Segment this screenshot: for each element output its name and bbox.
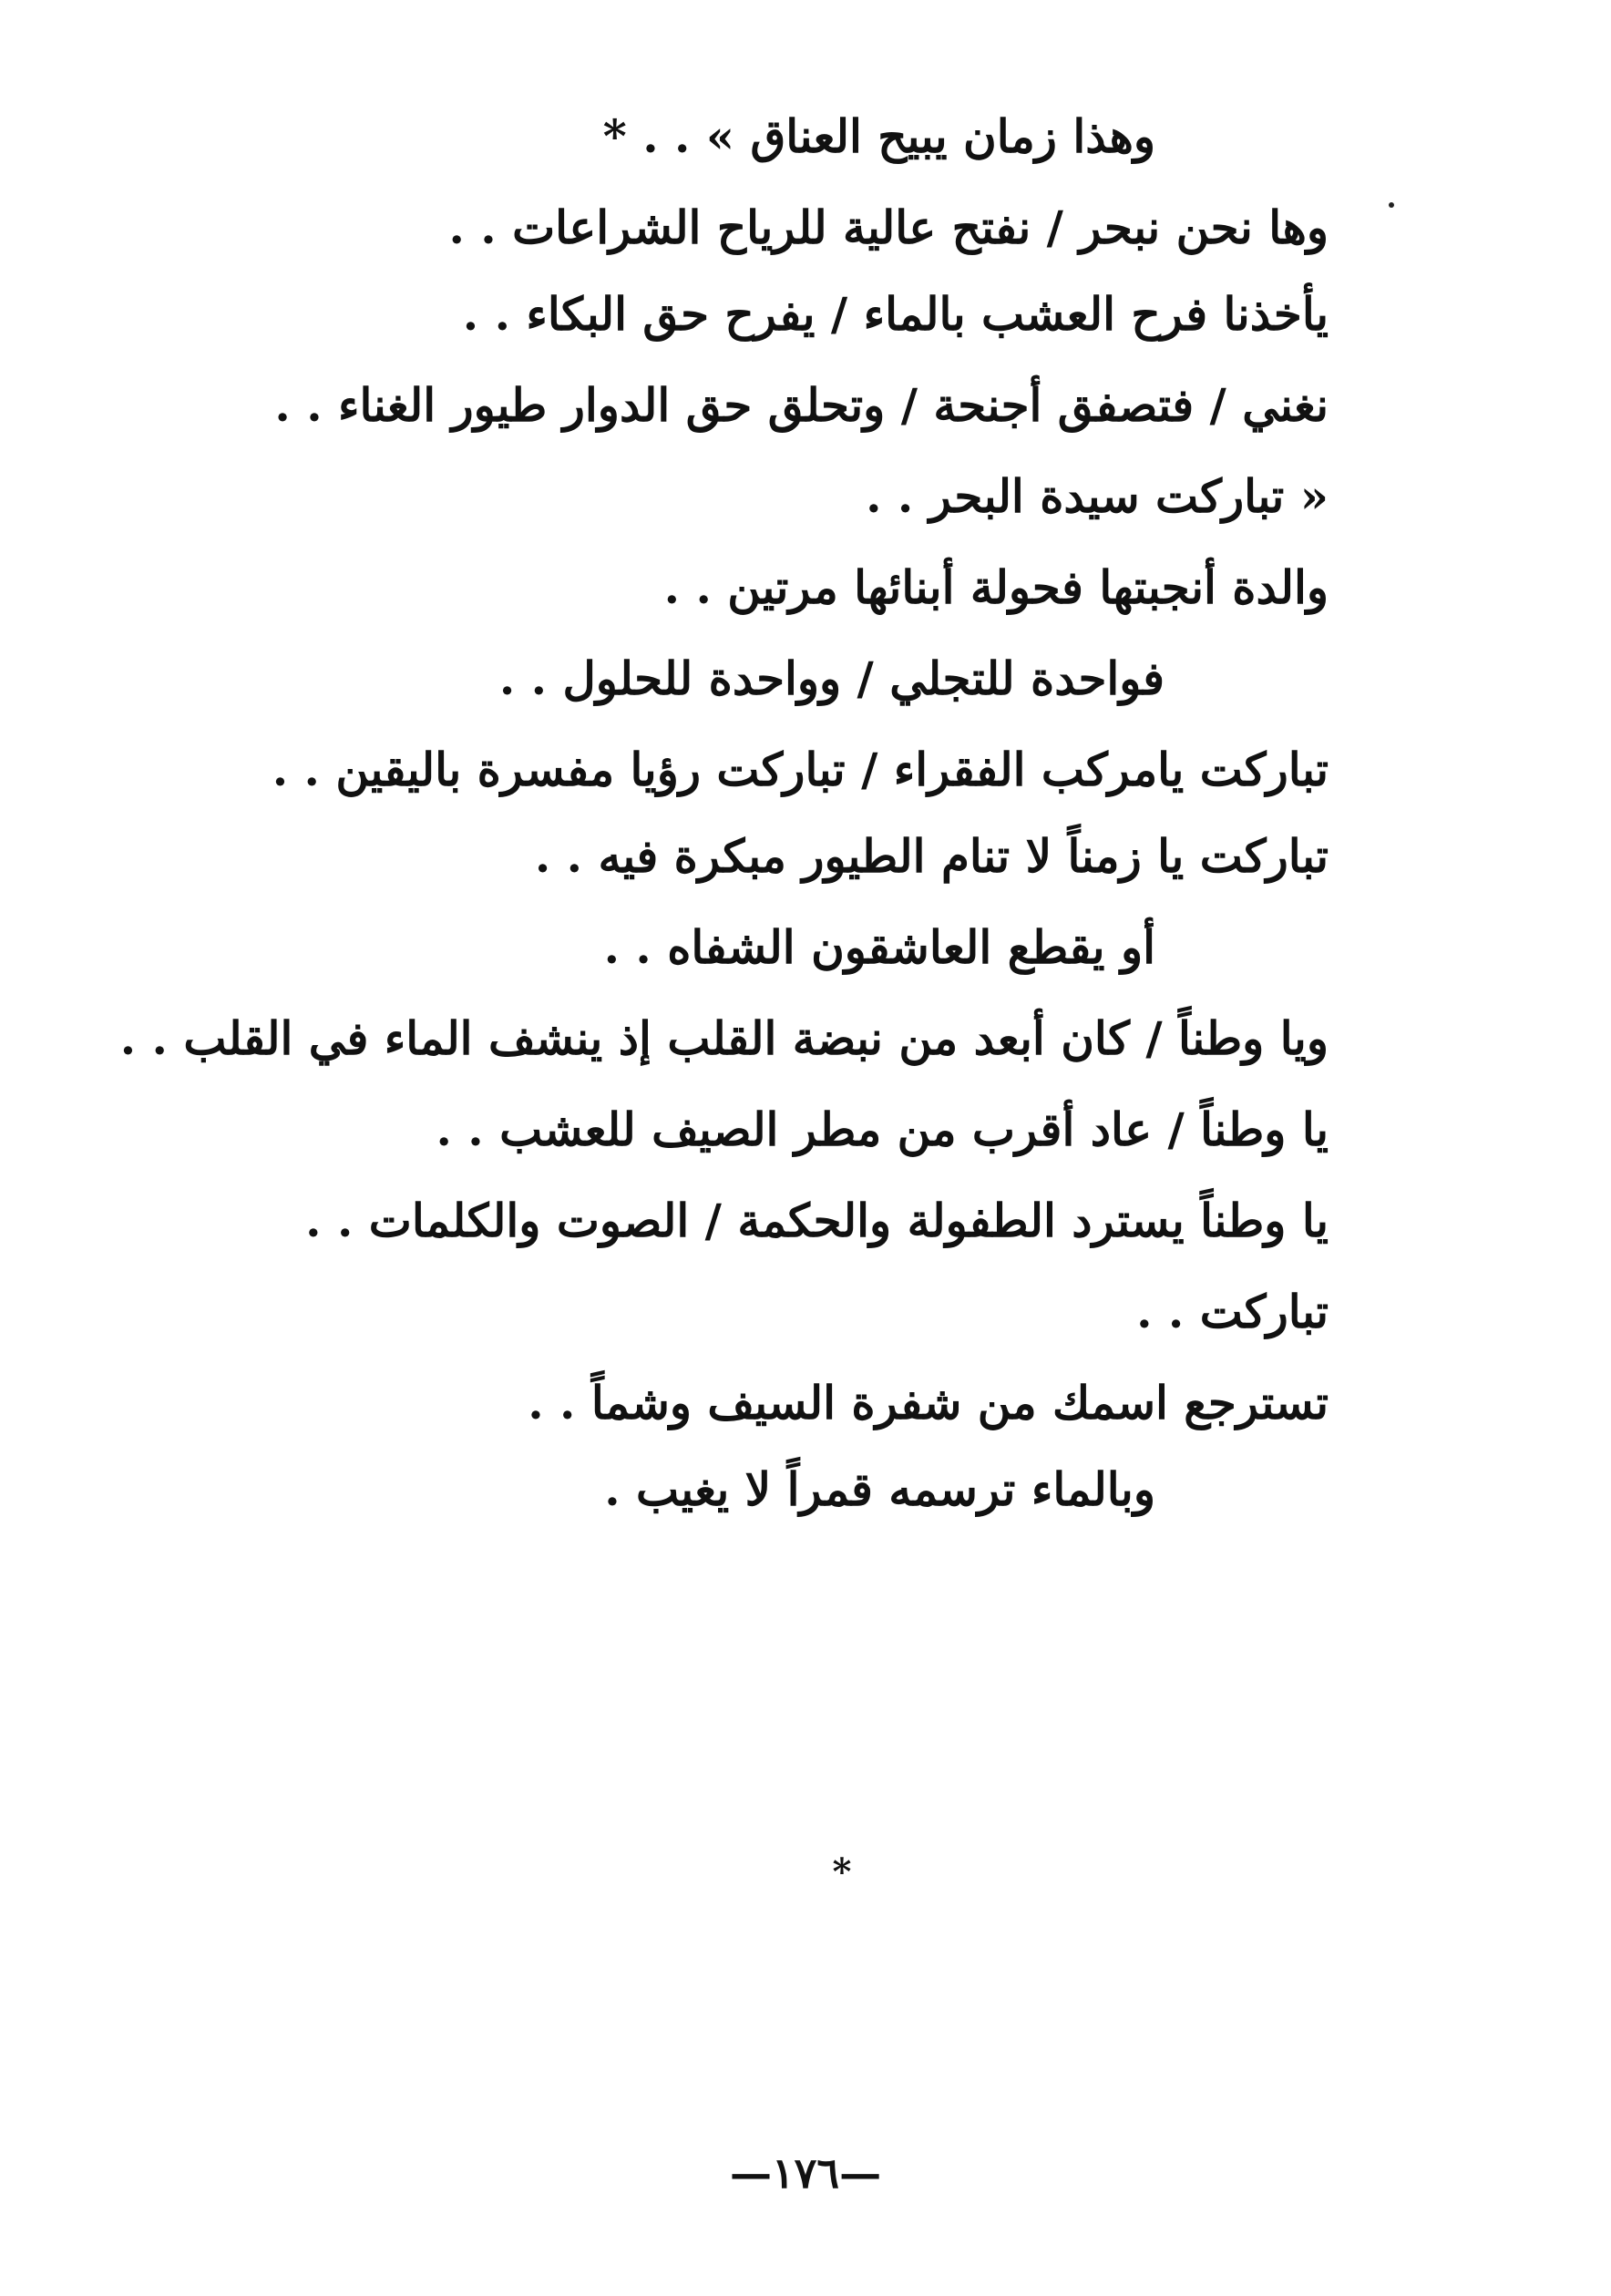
section-divider-star: * — [832, 1850, 852, 1893]
poem-line-11: ويا وطناً / كان أبعد من نبضة القلب إذ ينشف الماء في القلب . . — [119, 1011, 1329, 1065]
poem-line-16: وبالماء ترسمه قمراً لا يغيب . — [604, 1462, 1155, 1516]
poem-line-9: تباركت يا زمناً لا تنام الطيور مبكرة فيه . . — [534, 829, 1329, 883]
poem-line-7: فواحدة للتجلي / وواحدة للحلول . . — [498, 651, 1165, 705]
poem-line-4: نغني / فتصفق أجنحة / وتحلق حق الدوار طيور الغناء . . — [274, 378, 1329, 432]
poem-line-13: يا وطناً يسترد الطفولة والحكمة / الصوت والكلمات . . — [305, 1194, 1329, 1247]
poem-line-8: تباركت يامركب الفقراء / تباركت رؤيا مفسرة باليقين . . — [272, 743, 1329, 796]
page-number: —١٧٦— — [729, 2148, 882, 2198]
poem-line-5: « تباركت سيدة البحر . . — [866, 469, 1329, 523]
stray-ink-mark — [1389, 202, 1394, 208]
poem-line-15: تسترجع اسمك من شفرة السيف وشماً . . — [528, 1376, 1329, 1430]
poem-line-2: وها نحن نبحر / نفتح عالية للرياح الشراعات . . — [448, 200, 1329, 254]
poem-line-14: تباركت . . — [1136, 1285, 1329, 1338]
poem-line-6: والدة أنجبتها فحولة أبنائها مرتين . . — [663, 560, 1329, 614]
poem-line-12: يا وطناً / عاد أقرب من مطر الصيف للعشب . . — [436, 1102, 1329, 1156]
poem-line-1: وهذا زمان يبيح العناق » . . * — [602, 109, 1155, 163]
poem-line-3: يأخذنا فرح العشب بالماء / يفرح حق البكاء . . — [462, 287, 1329, 341]
poem-line-10: أو يقطع العاشقون الشفاه . . — [603, 920, 1155, 974]
